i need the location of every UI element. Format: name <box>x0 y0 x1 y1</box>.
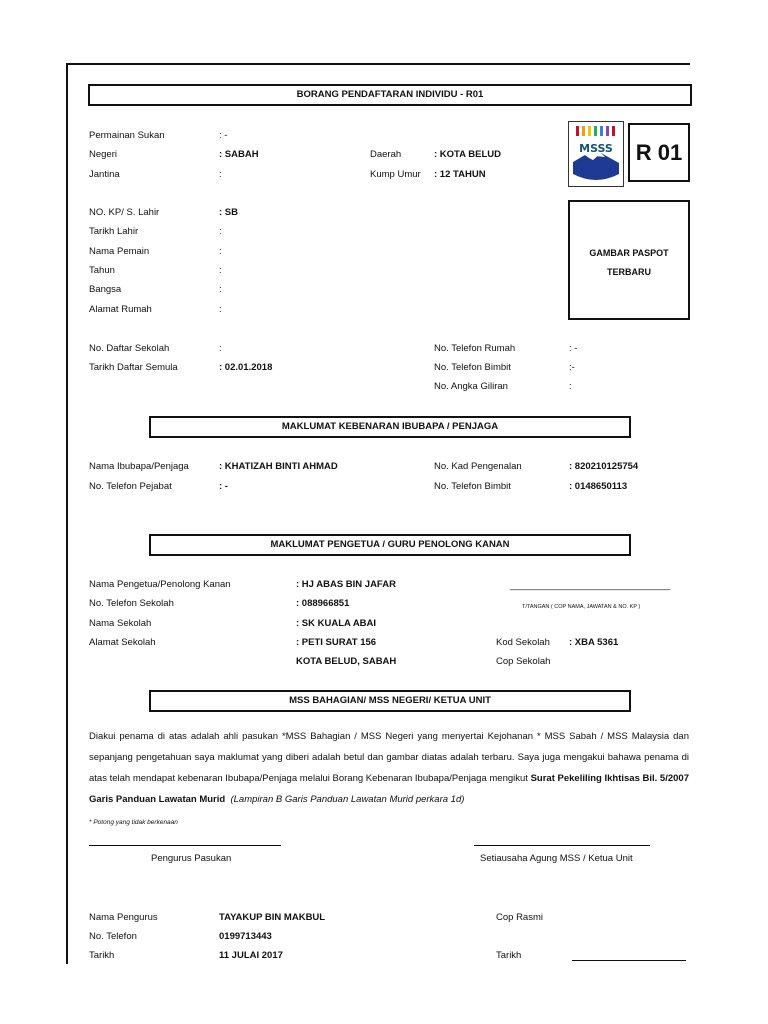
label-jantina: Jantina <box>89 169 120 180</box>
svg-text:MSSS: MSSS <box>579 142 613 155</box>
label-tel-pengurus: No. Telefon <box>89 931 137 942</box>
value-alamat-sekolah-2: KOTA BELUD, SABAH <box>296 656 397 667</box>
label-kp: NO. KP/ S. Lahir <box>89 207 160 218</box>
value-bangsa: : <box>219 284 222 295</box>
label-alamat-sekolah: Alamat Sekolah <box>89 637 156 648</box>
section-pengetua-header: MAKLUMAT PENGETUA / GURU PENOLONG KANAN <box>149 534 631 556</box>
value-angka-giliran: : <box>569 381 572 392</box>
value-nama-sekolah: : SK KUALA ABAI <box>296 618 377 629</box>
declaration-circular: Surat Pekeliling Ikhtisas Bil. 5/2007 Garis Panduan Lawatan Murid <box>89 773 689 805</box>
value-kump-umur: : 12 TAHUN <box>434 169 486 180</box>
value-daftar-sekolah: : <box>219 343 222 354</box>
form-code: R 01 <box>628 123 690 182</box>
label-negeri: Negeri <box>89 149 117 160</box>
label-tarikh-pengurus: Tarikh <box>89 950 115 961</box>
msss-logo <box>568 121 624 187</box>
declaration-paragraph <box>89 726 689 810</box>
photo-label-1: GAMBAR PASPOT <box>589 248 669 258</box>
label-nama-ibubapa: Nama Ibubapa/Penjaga <box>89 461 189 472</box>
label-tarikh-lahir: Tarikh Lahir <box>89 226 139 237</box>
label-tel-pejabat: No. Telefon Pejabat <box>89 481 172 492</box>
value-tel-bimbit-ibubapa: : 0148650113 <box>569 481 628 492</box>
form-title: BORANG PENDAFTARAN INDIVIDU - R01 <box>88 84 692 106</box>
signature-line-setiausaha <box>474 845 650 846</box>
value-tarikh-pengurus: 11 JULAI 2017 <box>219 950 283 961</box>
value-nama-ibubapa: : KHATIZAH BINTI AHMAD <box>219 461 338 472</box>
value-tel-pengurus: 0199713443 <box>219 931 272 942</box>
label-tarikh-cop: Tarikh <box>496 950 522 961</box>
declaration-appendix: (Lampiran B Garis Panduan Lawatan Murid perkara 1d) <box>230 794 465 805</box>
value-nama-pengurus: TAYAKUP BIN MAKBUL <box>219 912 326 923</box>
label-permainan: Permainan Sukan <box>89 130 165 141</box>
sig-setiausaha: Setiausaha Agung MSS / Ketua Unit <box>480 853 633 864</box>
label-tel-bimbit: No. Telefon Bimbit <box>434 362 511 373</box>
section-ibubapa-header: MAKLUMAT KEBENARAN IBUBAPA / PENJAGA <box>149 416 631 438</box>
value-alamat-sekolah: : PETI SURAT 156 <box>296 637 377 648</box>
footnote: * Potong yang tidak berkenaan <box>89 819 178 826</box>
section-mss-header: MSS BAHAGIAN/ MSS NEGERI/ KETUA UNIT <box>149 690 631 712</box>
left-border <box>66 63 68 964</box>
value-tarikh-lahir: : <box>219 226 222 237</box>
value-nama-pengetua: : HJ ABAS BIN JAFAR <box>296 579 396 590</box>
label-kod-sekolah: Kod Sekolah <box>496 637 550 648</box>
label-kad-pengenalan: No. Kad Pengenalan <box>434 461 522 472</box>
value-daerah: : KOTA BELUD <box>434 149 502 160</box>
value-kod-sekolah: : XBA 5361 <box>569 637 619 648</box>
label-tel-bimbit-ibubapa: No. Telefon Bimbit <box>434 481 511 492</box>
declaration-text: Diakui penama di atas adalah ahli pasukan *MSS Bahagian / MSS Negeri yang menyertai Kejohanan * MSS Sabah / MSS Malaysia dan sepanjang pengetahuan saya maklumat yang diberi adalah betul dan gambar diatas adalah terbaru. Saya juga mengakui bahawa penama di atas telah mendapat kebenaran Ibubapa/Penjaga melalui Borang Kebenaran Ibubapa/Penjaga mengikut <box>89 731 689 784</box>
value-kad-pengenalan: : 820210125754 <box>569 461 639 472</box>
label-cop-rasmi: Cop Rasmi <box>496 912 543 923</box>
label-nama-pemain: Nama Pemain <box>89 246 150 257</box>
passport-photo-box <box>568 200 690 320</box>
label-tarikh-daftar: Tarikh Daftar Semula <box>89 362 178 373</box>
label-alamat-rumah: Alamat Rumah <box>89 304 152 315</box>
value-permainan: : - <box>219 130 228 141</box>
value-tel-pejabat: : - <box>219 481 228 492</box>
value-tel-sekolah: : 088966851 <box>296 598 350 609</box>
msss-logo-icon <box>569 122 623 186</box>
date-line <box>572 960 686 961</box>
value-negeri: : SABAH <box>219 149 259 160</box>
sig-pengurus-pasukan: Pengurus Pasukan <box>151 853 232 864</box>
label-tel-rumah: No. Telefon Rumah <box>434 343 516 354</box>
label-angka-giliran: No. Angka Giliran <box>434 381 508 392</box>
signature-line-pengurus <box>89 845 281 846</box>
label-daerah: Daerah <box>370 149 402 160</box>
label-tel-sekolah: No. Telefon Sekolah <box>89 598 174 609</box>
label-nama-sekolah: Nama Sekolah <box>89 618 152 629</box>
label-nama-pengetua: Nama Pengetua/Penolong Kanan <box>89 579 231 590</box>
label-kump-umur: Kump Umur <box>370 169 421 180</box>
photo-label-2: TERBARU <box>607 267 651 277</box>
label-cop-sekolah: Cop Sekolah <box>496 656 551 667</box>
value-tel-rumah: : - <box>569 343 578 354</box>
signature-caption: T/TANGAN ( COP NAMA, JAWATAN & NO. KP ) <box>522 604 641 610</box>
value-nama-pemain: : <box>219 246 222 257</box>
signature-line-pengetua: ________________________________ <box>510 580 671 590</box>
value-tahun: : <box>219 265 222 276</box>
value-jantina: : <box>219 169 222 180</box>
value-tel-bimbit: :- <box>569 362 575 373</box>
label-nama-pengurus: Nama Pengurus <box>89 912 158 923</box>
value-kp: : SB <box>219 207 238 218</box>
top-border <box>66 63 690 65</box>
label-tahun: Tahun <box>89 265 115 276</box>
label-daftar-sekolah: No. Daftar Sekolah <box>89 343 170 354</box>
value-alamat-rumah: : <box>219 304 222 315</box>
value-tarikh-daftar: : 02.01.2018 <box>219 362 273 373</box>
label-bangsa: Bangsa <box>89 284 122 295</box>
